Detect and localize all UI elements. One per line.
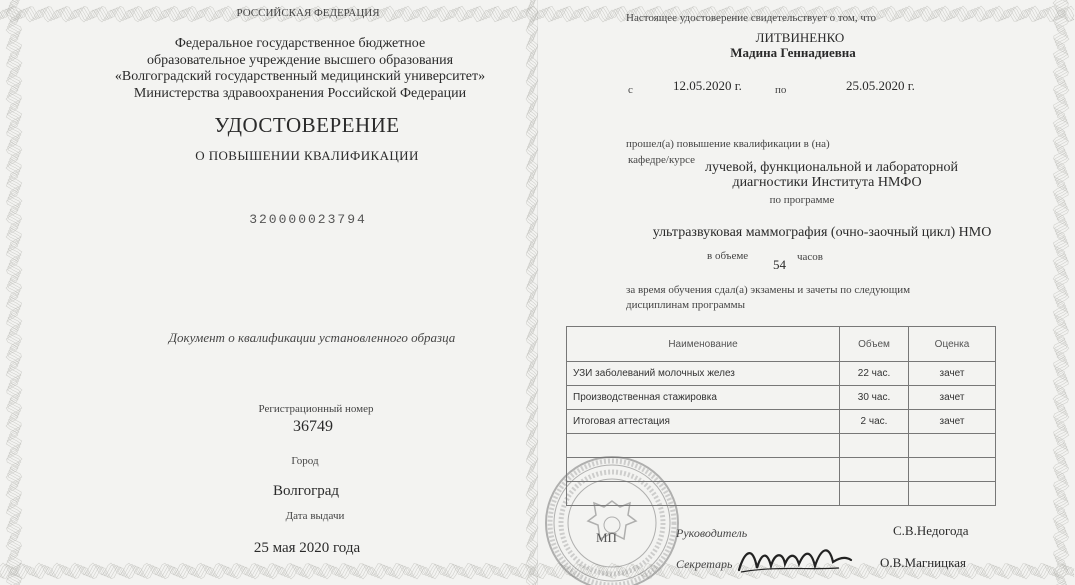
intro-text: Настоящее удостоверение свидетельствует о том, что	[626, 12, 877, 24]
round-seal-stamp	[542, 453, 682, 585]
table-row	[567, 410, 996, 434]
from-label: с	[628, 84, 633, 96]
hours-label: часов	[797, 251, 823, 263]
org-line-1: Федеральное государственное бюджетное	[174, 36, 426, 51]
department-line-2: диагностики Института НМФО	[732, 175, 922, 190]
registration-label: Регистрационный номер	[258, 403, 374, 415]
subject-volume: 30 час.	[840, 386, 909, 410]
department-label: кафедре/курсе	[628, 154, 696, 166]
issue-date-label: Дата выдачи	[285, 510, 345, 522]
country-header: РОССИЙСКАЯ ФЕДЕРАЦИЯ	[236, 7, 380, 19]
subject-volume: 22 час.	[840, 362, 909, 386]
hours-value: 54	[773, 257, 786, 272]
document-subtitle: О ПОВЫШЕНИИ КВАЛИФИКАЦИИ	[195, 148, 419, 163]
document-note: Документ о квалификации установленного образца	[168, 330, 456, 345]
subject-name: УЗИ заболеваний молочных желез	[567, 362, 840, 386]
given-names: Мадина Геннадиевна	[730, 45, 856, 60]
subject-name: Итоговая аттестация	[567, 410, 840, 434]
secretary-name: О.В.Магницкая	[880, 555, 966, 570]
exams-line-1: за время обучения сдал(а) экзамены и зачеты по следующим	[626, 284, 911, 296]
to-label: по	[775, 84, 787, 96]
surname: ЛИТВИНЕНКО	[755, 30, 845, 45]
issue-date: 25 мая 2020 года	[253, 540, 361, 556]
date-to: 25.05.2020 г.	[846, 78, 915, 93]
city-label: Город	[291, 455, 319, 467]
date-from: 12.05.2020 г.	[673, 78, 742, 93]
subject-grade: зачет	[909, 410, 996, 434]
registration-number: 36749	[293, 418, 333, 435]
table-header-row	[567, 327, 996, 362]
secretary-signature	[735, 540, 855, 580]
serial-number: 320000023794	[249, 212, 367, 227]
volume-label: в объеме	[707, 250, 749, 262]
head-name: С.В.Недогода	[893, 523, 969, 538]
department-line-1: лучевой, функциональной и лабораторной	[705, 160, 959, 175]
city-value: Волгоград	[272, 483, 340, 499]
subject-grade: зачет	[909, 362, 996, 386]
subject-grade: зачет	[909, 386, 996, 410]
page-fold	[537, 0, 538, 585]
secretary-label: Секретарь	[676, 557, 733, 571]
org-line-4: Министерства здравоохранения Российской Федерации	[133, 86, 467, 101]
program-name: ультразвуковая маммография (очно-заочный цикл) НМО	[652, 225, 992, 240]
subject-name: Производственная стажировка	[567, 386, 840, 410]
header-volume: Объем	[840, 327, 909, 362]
program-label: по программе	[769, 194, 835, 206]
table-row	[567, 386, 996, 410]
exams-line-2: дисциплинам программы	[626, 299, 745, 311]
head-label: Руководитель	[676, 526, 748, 540]
document-title: УДОСТОВЕРЕНИЕ	[214, 113, 400, 137]
subject-volume: 2 час.	[840, 410, 909, 434]
header-grade: Оценка	[909, 327, 996, 362]
table-row	[567, 362, 996, 386]
header-name: Наименование	[567, 327, 840, 362]
passed-text: прошел(а) повышение квалификации в (на)	[626, 138, 830, 150]
org-line-3: «Волгоградский государственный медицинский университет»	[114, 69, 486, 84]
org-line-2: образовательное учреждение высшего образования	[146, 53, 454, 68]
stamp-mark-mp: МП	[596, 530, 617, 545]
